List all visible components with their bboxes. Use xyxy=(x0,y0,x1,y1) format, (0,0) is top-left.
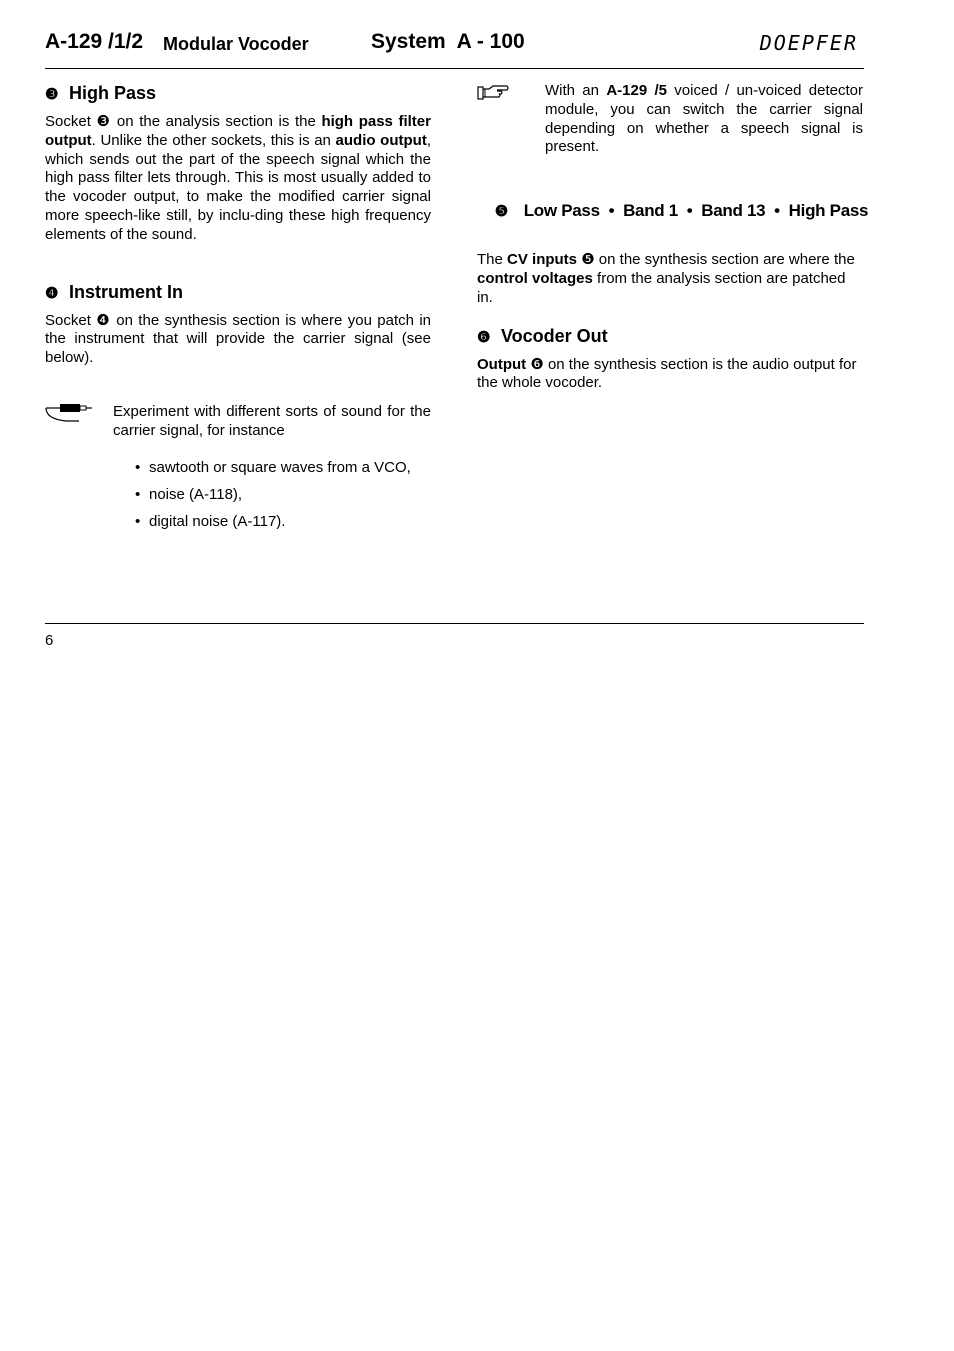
page-number: 6 xyxy=(45,632,54,649)
patch-cable-icon xyxy=(44,401,94,425)
experiment-text: Experiment with different sorts of sound for the carrier signal, for instance xyxy=(113,403,431,439)
section-heading-instrument-in xyxy=(45,281,431,305)
text-run: on the synthesis section are where the xyxy=(594,251,855,269)
carrier-examples-list xyxy=(135,459,431,532)
bold-term: Output xyxy=(477,355,527,373)
voiced-detector-note xyxy=(545,82,863,157)
section-title: Instrument In xyxy=(69,281,184,302)
text-run: from the analysis section are patched in. xyxy=(477,269,846,306)
instrument-in-paragraph xyxy=(45,312,431,368)
section-number: ❸ xyxy=(45,86,59,103)
list-item: • sawtooth or square waves from a VCO, xyxy=(135,459,431,478)
vocoder-out-paragraph xyxy=(477,356,863,394)
high-pass-paragraph xyxy=(45,113,431,245)
page-header xyxy=(45,28,864,69)
text-run: on the synthesis section is the audio output for the whole vocoder. xyxy=(477,355,857,392)
footer-divider xyxy=(45,623,864,624)
cv-inputs-paragraph xyxy=(477,251,863,307)
bold-term: control voltages xyxy=(477,269,593,287)
bold-term: A-129 /5 xyxy=(606,82,667,99)
section-heading-high-pass xyxy=(45,82,431,106)
header-model: A-129 /1/2 xyxy=(45,30,144,53)
section-heading-cv-inputs xyxy=(477,178,869,245)
section-number: ❺ xyxy=(494,203,508,221)
section-title: High Pass xyxy=(69,83,157,103)
text-run: The xyxy=(477,251,508,269)
bold-term: CV inputs xyxy=(507,251,578,269)
number-ref: ❸ xyxy=(96,113,112,130)
text-run: . Unlike the other sockets, this is an xyxy=(91,131,336,149)
header-subtitle: Modular Vocoder xyxy=(163,34,309,54)
section-number: ❻ xyxy=(477,328,491,346)
section-title: Vocoder Out xyxy=(501,325,608,346)
text-run: Socket xyxy=(45,113,97,130)
text-run: With an xyxy=(545,82,607,99)
brand-logo: DOEPFER xyxy=(759,31,858,55)
section-number: ❹ xyxy=(45,284,59,302)
experiment-note xyxy=(113,403,431,540)
number-ref: ❻ xyxy=(530,355,544,373)
left-column xyxy=(45,82,431,368)
number-ref: ❹ xyxy=(96,311,111,329)
text-run: , which sends out the part of the speech signal which the high pass filter lets through. This is most usually added to the vocoder output, to make the modified carrier signal more speech-like still, by inclu-ding these high frequency elements of the sound. xyxy=(45,131,431,243)
text-run: voiced / un-voiced detector module, you can switch the carrier signal depending on whether a speech signal is present. xyxy=(545,82,863,156)
number-ref: ❺ xyxy=(581,251,595,269)
list-item: • digital noise (A-117). xyxy=(135,513,431,532)
list-item: • noise (A-118), xyxy=(135,486,431,505)
bold-term: high pass filter output xyxy=(45,113,431,149)
section-heading-vocoder-out xyxy=(477,325,863,349)
section-title: Low Pass • Band 1 • Band 13 • High Pass xyxy=(523,201,869,221)
header-system: System A - 100 xyxy=(371,30,525,53)
text-run: on the analysis section is the xyxy=(111,113,322,130)
text-run: Socket xyxy=(45,311,97,329)
text-run: on the synthesis section is where you patch in the instrument that will provide the carrier signal (see below). xyxy=(45,311,432,367)
right-column xyxy=(477,82,869,393)
bold-term: audio output xyxy=(335,131,427,149)
